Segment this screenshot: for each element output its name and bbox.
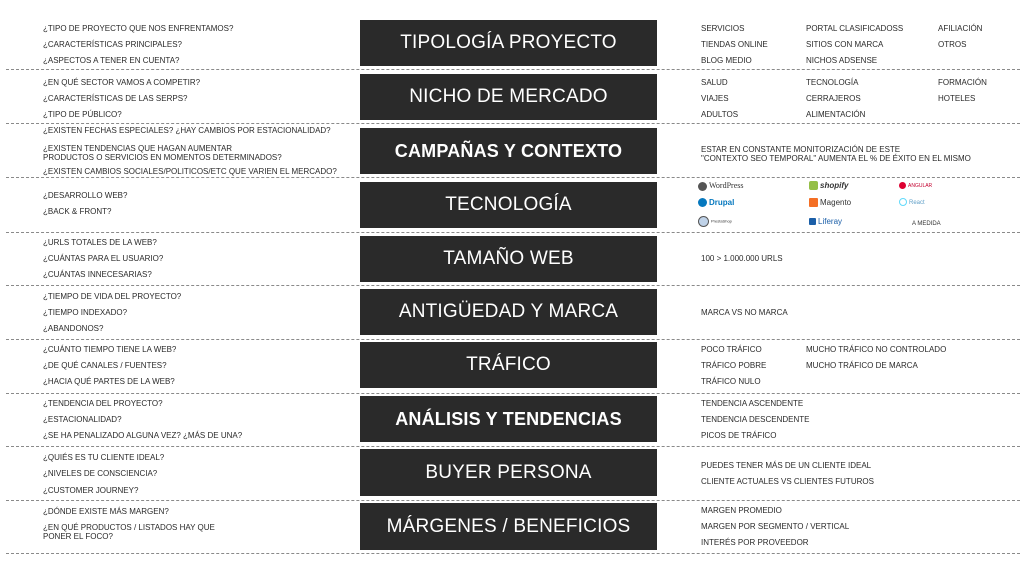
drupal-logo (698, 198, 734, 208)
question: ¿TIEMPO INDEXADO? (43, 308, 128, 317)
question: PONER EL FOCO? (43, 532, 113, 541)
answer: MARCA VS NO MARCA (701, 308, 788, 317)
question: ¿EN QUÉ SECTOR VAMOS A COMPETIR? (43, 78, 201, 87)
answer: BLOG MEDIO (701, 56, 752, 65)
answer: TENDENCIA DESCENDENTE (701, 415, 810, 424)
logo-label: Magento (820, 198, 852, 207)
question: ¿TIPO DE PÚBLICO? (43, 110, 122, 119)
answer: CLIENTE ACTUALES VS CLIENTES FUTUROS (701, 477, 874, 486)
logo-label: Liferay (818, 217, 843, 226)
row-separator (6, 500, 1020, 501)
answer: 100 > 1.000.000 URLS (701, 254, 783, 263)
answer: PICOS DE TRÁFICO (701, 431, 777, 440)
shopify-logo (809, 181, 848, 191)
answer: ALIMENTACIÓN (806, 110, 866, 119)
row-separator (6, 553, 1020, 554)
answer: TRÁFICO NULO (701, 377, 761, 386)
answer: MARGEN PROMEDIO (701, 506, 782, 515)
question: ¿CUSTOMER JOURNEY? (43, 486, 139, 495)
answer: ADULTOS (701, 110, 739, 119)
question: ¿HACIA QUÉ PARTES DE LA WEB? (43, 377, 175, 386)
section-title-box: ANTIGÜEDAD Y MARCA (360, 289, 657, 335)
answer: NICHOS ADSENSE (806, 56, 878, 65)
answer: SALUD (701, 78, 728, 87)
answer: SERVICIOS (701, 24, 745, 33)
answer: INTERÉS POR PROVEEDOR (701, 538, 809, 547)
react-icon (899, 198, 907, 206)
question: ¿EXISTEN CAMBIOS SOCIALES/POLITICOS/ETC QUE VARIEN EL MERCADO? (43, 167, 337, 176)
question: ¿SE HA PENALIZADO ALGUNA VEZ? ¿MÁS DE UNA? (43, 431, 243, 440)
magento-icon (809, 198, 818, 207)
logo-label: ANGULAR (908, 183, 933, 189)
answer: ESTAR EN CONSTANTE MONITORIZACIÓN DE ESTE (701, 145, 901, 154)
prestashop-icon (698, 216, 709, 227)
question: PRODUCTOS O SERVICIOS EN MOMENTOS DETERMINADOS? (43, 153, 282, 162)
logo-label: A MEDIDA (912, 221, 941, 227)
custom-label (912, 219, 941, 229)
angular-logo (899, 181, 932, 191)
section-title-box: TIPOLOGÍA PROYECTO (360, 20, 657, 66)
section-title-box: NICHO DE MERCADO (360, 74, 657, 120)
section-title-box: ANÁLISIS Y TENDENCIAS (360, 396, 657, 442)
magento-logo (809, 198, 851, 208)
row-separator (6, 177, 1020, 178)
question: ¿CUÁNTAS PARA EL USUARIO? (43, 254, 164, 263)
liferay-logo (809, 217, 842, 227)
section-title-box: TECNOLOGÍA (360, 182, 657, 228)
answer: OTROS (938, 40, 967, 49)
answer: TIENDAS ONLINE (701, 40, 768, 49)
question: ¿DE QUÉ CANALES / FUENTES? (43, 361, 167, 370)
answer: MUCHO TRÁFICO NO CONTROLADO (806, 345, 947, 354)
section-title-box: MÁRGENES / BENEFICIOS (360, 503, 657, 550)
logo-label: React (909, 200, 925, 206)
question: ¿BACK & FRONT? (43, 207, 112, 216)
question: ¿CUÁNTAS INNECESARIAS? (43, 270, 152, 279)
question: ¿ASPECTOS A TENER EN CUENTA? (43, 56, 180, 65)
question: ¿CARACTERÍSTICAS PRINCIPALES? (43, 40, 182, 49)
angular-icon (899, 182, 906, 189)
logo-label: PrestaShop (711, 218, 732, 224)
row-separator (6, 232, 1020, 233)
answer: CERRAJEROS (806, 94, 861, 103)
answer: PORTAL CLASIFICADOSS (806, 24, 904, 33)
section-title-box: BUYER PERSONA (360, 449, 657, 496)
prestashop-logo (698, 216, 732, 227)
question: ¿CARACTERÍSTICAS DE LAS SERPS? (43, 94, 188, 103)
answer: HOTELES (938, 94, 976, 103)
answer: PUEDES TENER MÁS DE UN CLIENTE IDEAL (701, 461, 872, 470)
row-separator (6, 339, 1020, 340)
question: ¿NIVELES DE CONSCIENCIA? (43, 469, 158, 478)
question: ¿CUÁNTO TIEMPO TIENE LA WEB? (43, 345, 177, 354)
question: ¿URLS TOTALES DE LA WEB? (43, 238, 157, 247)
question: ¿EXISTEN FECHAS ESPECIALES? ¿HAY CAMBIOS POR ESTACIONALIDAD? (43, 126, 331, 135)
question: ¿ESTACIONALIDAD? (43, 415, 122, 424)
liferay-icon (809, 218, 816, 225)
row-separator (6, 69, 1020, 70)
question: ¿ABANDONOS? (43, 324, 104, 333)
section-title-box: TAMAÑO WEB (360, 236, 657, 282)
logo-label: WordPress (709, 181, 744, 190)
answer: POCO TRÁFICO (701, 345, 762, 354)
answer: MARGEN POR SEGMENTO / VERTICAL (701, 522, 850, 531)
answer: "CONTEXTO SEO TEMPORAL" AUMENTA EL % DE ÉXITO EN EL MISMO (701, 154, 971, 163)
question: ¿DÓNDE EXISTE MÁS MARGEN? (43, 507, 169, 516)
answer: MUCHO TRÁFICO DE MARCA (806, 361, 918, 370)
answer: TRÁFICO POBRE (701, 361, 767, 370)
question: ¿QUIÉS ES TU CLIENTE IDEAL? (43, 453, 165, 462)
question: ¿DESARROLLO WEB? (43, 191, 128, 200)
answer: SITIOS CON MARCA (806, 40, 884, 49)
logo-label: shopify (820, 181, 849, 190)
logo-label: Drupal (709, 198, 735, 207)
question: ¿TIEMPO DE VIDA DEL PROYECTO? (43, 292, 182, 301)
react-logo (899, 198, 925, 208)
shopify-icon (809, 181, 818, 190)
wordpress-icon (698, 182, 707, 191)
answer: VIAJES (701, 94, 729, 103)
question: ¿TENDENCIA DEL PROYECTO? (43, 399, 163, 408)
question: ¿EN QUÉ PRODUCTOS / LISTADOS HAY QUE (43, 523, 215, 532)
wordpress-logo (698, 181, 743, 191)
answer: AFILIACIÓN (938, 24, 983, 33)
row-separator (6, 446, 1020, 447)
question: ¿EXISTEN TENDENCIAS QUE HAGAN AUMENTAR (43, 144, 233, 153)
drupal-icon (698, 198, 707, 207)
answer: FORMACIÓN (938, 78, 987, 87)
section-title-box: TRÁFICO (360, 342, 657, 388)
question: ¿TIPO DE PROYECTO QUE NOS ENFRENTAMOS? (43, 24, 234, 33)
row-separator (6, 123, 1020, 124)
row-separator (6, 285, 1020, 286)
answer: TECNOLOGÍA (806, 78, 859, 87)
section-title-box: CAMPAÑAS Y CONTEXTO (360, 128, 657, 174)
row-separator (6, 393, 1020, 394)
answer: TENDENCIA ASCENDENTE (701, 399, 804, 408)
